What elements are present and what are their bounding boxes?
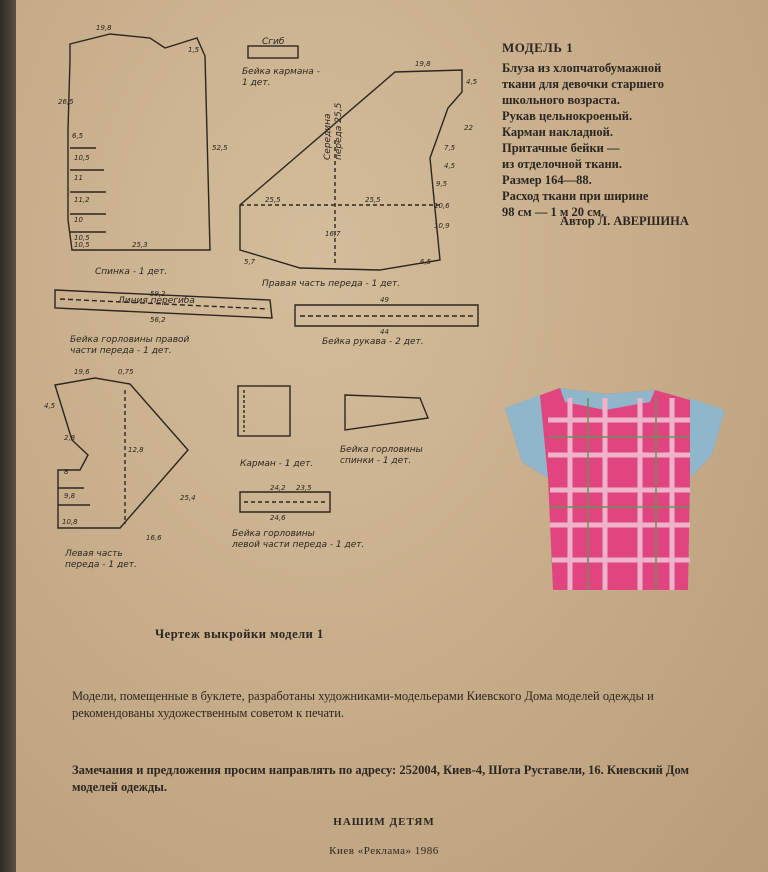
right-front-pattern-piece — [240, 70, 462, 270]
measurement: 9,8 — [64, 492, 76, 500]
measurement: 10,9 — [434, 222, 450, 230]
measurement: 9,5 — [436, 180, 448, 188]
measurement: 52,5 — [212, 144, 228, 152]
right-front-piece-label: Правая часть переда - 1 дет. — [262, 279, 401, 289]
description-line: из отделочной ткани. — [502, 157, 622, 171]
pocket-facing-piece — [248, 46, 298, 58]
measurement: 24,6 — [270, 514, 286, 522]
blouse-illustration — [505, 388, 725, 590]
measurement: 4,5 — [444, 162, 456, 170]
facing-measurements — [150, 290, 389, 522]
description-line: Размер 164—88. — [502, 173, 592, 187]
neck-facing-back-label: Бейка горловины спинки - 1 дет. — [340, 445, 423, 466]
measurement: 59,2 — [150, 290, 166, 298]
measurement: 11,2 — [74, 196, 90, 204]
measurement: 19,8 — [96, 24, 112, 32]
model-title: МОДЕЛЬ 1 — [502, 40, 574, 55]
measurement: 10,6 — [434, 202, 450, 210]
address-paragraph: Замечания и предложения просим направлять по адресу: 252004, Киев-4, Шота Руставели, 16. Киевский Дом моделей одежды. — [72, 763, 690, 794]
measurement: 19,8 — [415, 60, 431, 68]
measurement: 6,5 — [72, 132, 84, 140]
measurement: 25,5 — [265, 196, 281, 204]
measurement: 56,2 — [150, 316, 166, 324]
left-front-measurements — [44, 368, 196, 542]
description-line: Притачные бейки — — [502, 141, 620, 155]
sleeve-facing-piece — [295, 305, 478, 326]
measurement: 23,5 — [296, 484, 312, 492]
fold-label: Сгиб — [262, 37, 285, 47]
middle-front-label: Серединапереда 25,5 — [323, 102, 344, 160]
left-front-piece-label: Левая часть переда - 1 дет. — [65, 549, 137, 570]
fold-line-label: Линия перегиба — [118, 296, 195, 306]
measurement: 19,6 — [74, 368, 90, 376]
measurement: 25,3 — [132, 241, 148, 249]
neck-facing-right-label: Бейка горловины правой части переда - 1 дет. — [70, 335, 190, 356]
measurement: 5,7 — [244, 258, 256, 266]
measurement: 10,8 — [62, 518, 78, 526]
measurement: 44 — [380, 328, 389, 336]
measurement: 26,5 — [58, 98, 74, 106]
imprint: Киев «Реклама» 1986 — [329, 845, 439, 857]
measurement: 25,5 — [365, 196, 381, 204]
measurement: 10,5 — [74, 154, 90, 162]
sleeve-facing-label: Бейка рукава - 2 дет. — [322, 337, 424, 347]
measurement: 24,2 — [270, 484, 286, 492]
measurement: 0,75 — [118, 368, 134, 376]
back-piece-label: Спинка - 1 дет. — [95, 267, 168, 277]
description-line: ткани для девочки старшего — [502, 77, 664, 91]
notice-paragraph: Модели, помещенные в буклете, разработаны художниками-модельерами Киевского Дома моделей одежды и рекомендованы художественным советом к печати. — [72, 689, 654, 720]
measurement: 4,5 — [44, 402, 56, 410]
description-line: Карман накладной. — [502, 125, 613, 139]
pocket-piece — [238, 386, 290, 436]
back-measurements — [58, 24, 228, 249]
description-line: Блуза из хлопчатобумажной — [502, 61, 662, 75]
figure-caption: Чертеж выкройки модели 1 — [155, 627, 324, 641]
measurement: 4,5 — [466, 78, 478, 86]
measurement: 16,7 — [325, 230, 341, 238]
neck-facing-back-piece — [345, 395, 428, 430]
measurement: 16,6 — [146, 534, 162, 542]
description-line: Рукав цельнокроеный. — [502, 109, 633, 123]
description-line: школьного возраста. — [502, 93, 620, 107]
description-line: Расход ткани при ширине — [502, 189, 649, 203]
measurement: 22 — [464, 124, 473, 132]
measurement: 10 — [74, 216, 83, 224]
measurement: 10,5 — [74, 241, 90, 249]
measurement: 2,8 — [64, 434, 76, 442]
pocket-facing-label: Бейка кармана -1 дет. — [242, 67, 320, 88]
measurement: 11 — [74, 174, 83, 182]
description-line: 98 см — 1 м 20 см. — [502, 205, 605, 219]
back-pattern-piece — [68, 34, 210, 250]
series-title: НАШИМ ДЕТЯМ — [333, 816, 435, 828]
measurement: 49 — [380, 296, 389, 304]
measurement: 8 — [64, 468, 69, 476]
pocket-piece-label: Карман - 1 дет. — [240, 459, 314, 469]
measurement: 1,5 — [188, 46, 200, 54]
right-front-measurements — [244, 60, 478, 266]
author: Автор Л. АВЕРШИНА — [560, 214, 689, 228]
measurement: 10,5 — [74, 234, 90, 242]
measurement: 25,4 — [180, 494, 196, 502]
measurement: 12,8 — [128, 446, 144, 454]
measurement: 7,5 — [444, 144, 456, 152]
model-description — [502, 60, 752, 220]
neck-facing-left-label: Бейка горловины левой части переда - 1 дет. — [232, 529, 365, 550]
measurement: 6,5 — [420, 258, 432, 266]
